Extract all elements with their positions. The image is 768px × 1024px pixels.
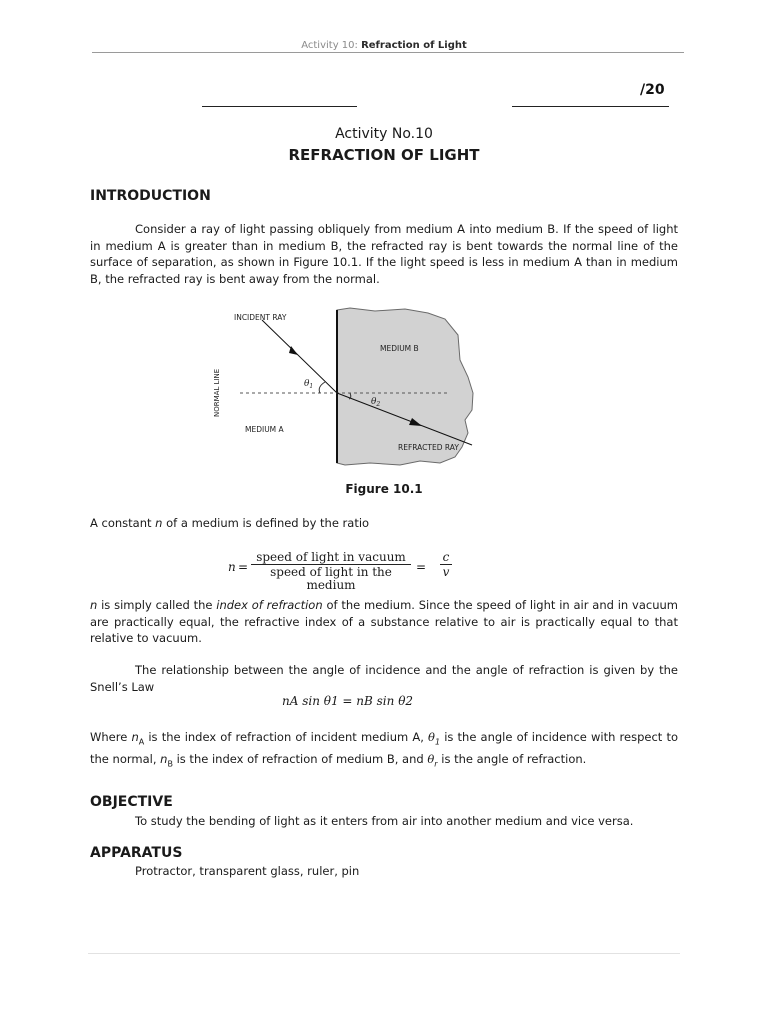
page-title: REFRACTION OF LIGHT — [288, 146, 480, 164]
header-prefix: Activity 10: — [301, 40, 358, 51]
introduction-paragraph: Consider a ray of light passing obliquely from medium A into medium B. If the speed of light in medium A is greater than in medium B, the refracted ray is bent towards the normal line of the surface of separation, as shown in Figure 10.1. If the light speed is less in medium A than in medium B, the refracted ray is bent away from the normal. — [90, 222, 678, 286]
where-paragraph: Where $n_A$ is the index of refraction of incident medium A, $\theta_1$ is the angle of incidence with respect to the normal, $n_B$ is the index of refraction of medium B, and $\theta_r$ is the angle of refraction. — [90, 730, 678, 769]
incident-ray-label: INCIDENT RAY — [234, 313, 287, 322]
equation-denominator: speed of light in the medium — [270, 565, 392, 592]
page-header — [0, 40, 768, 51]
header-rule — [92, 52, 684, 53]
refraction-figure — [200, 305, 490, 475]
apparatus-text: Protractor, transparent glass, ruler, pin — [135, 864, 360, 878]
incident-ray — [262, 320, 337, 393]
medium-a-label: MEDIUM A — [245, 425, 284, 434]
header-title: Refraction of Light — [361, 40, 467, 51]
index-equation: n = speed of light in vacuum speed of light in the medium = c v — [228, 551, 458, 581]
objective-heading: OBJECTIVE — [90, 794, 173, 810]
apparatus-heading: APPARATUS — [90, 845, 183, 861]
date-blank-line — [512, 106, 669, 107]
name-blank-line — [202, 106, 357, 107]
introduction-heading: INTRODUCTION — [90, 188, 211, 204]
figure-caption: Figure 10.1 — [345, 482, 423, 496]
normal-line-label: NORMAL LINE — [213, 368, 221, 417]
ratio-intro: A constant n of a medium is defined by the ratio — [90, 516, 370, 530]
theta1-label: $\theta_1$ — [304, 379, 314, 390]
theta2-label: $\theta_2$ — [371, 397, 381, 408]
medium-b-label: MEDIUM B — [380, 344, 419, 353]
footer-rule — [88, 953, 680, 954]
medium-b-region — [337, 308, 473, 465]
objective-text: To study the bending of light as it enters from air into another medium and vice versa. — [135, 814, 634, 828]
index-paragraph: n is simply called the index of refraction of the medium. Since the speed of light in air and in vacuum are practically equal, the refractive index of a substance relative to air is practically equal to that relative to vacuum. — [90, 598, 678, 645]
activity-number: Activity No.10 — [335, 126, 433, 142]
snell-paragraph: The relationship between the angle of incidence and the angle of refraction is given by the Snell’s Law — [90, 663, 678, 694]
snell-equation: nA sin θ1 = nB sin θ2 — [282, 694, 414, 708]
equation-numerator: speed of light in vacuum — [251, 551, 411, 565]
score-label: /20 — [640, 82, 665, 98]
refracted-ray-label: REFRACTED RAY — [398, 443, 459, 452]
